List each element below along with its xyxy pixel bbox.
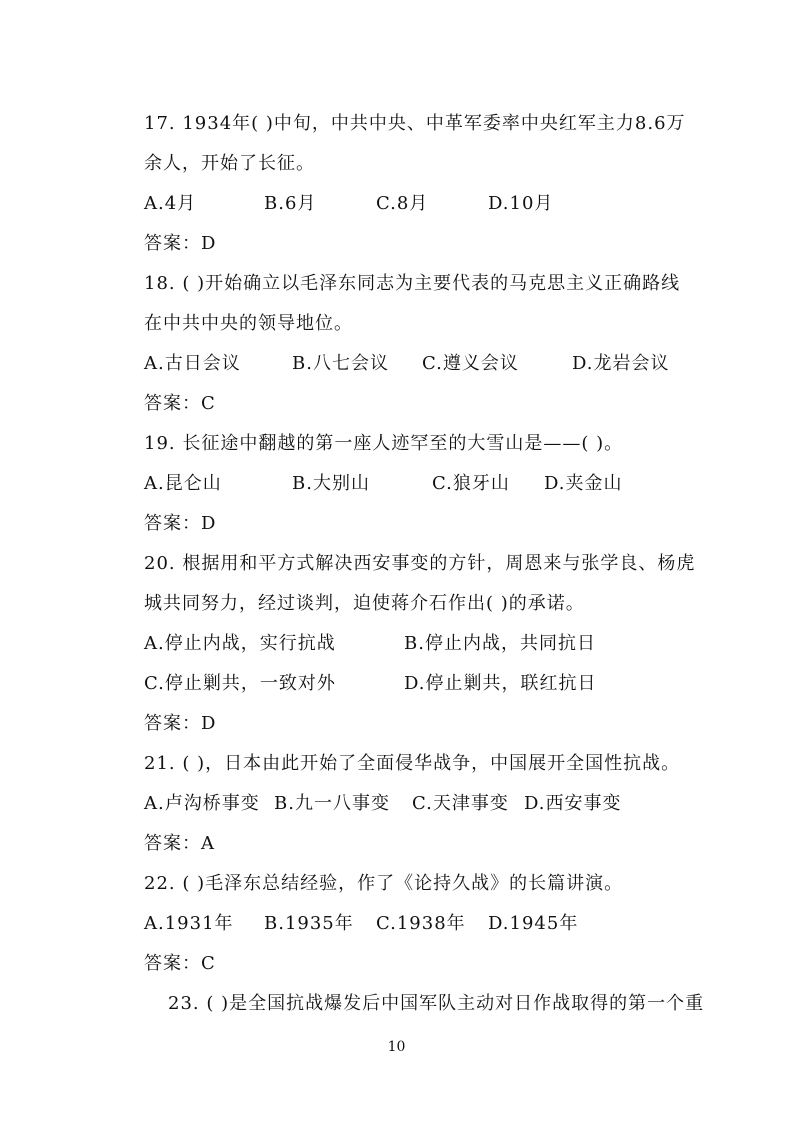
question-20-option-b: B.停止内战，共同抗日 bbox=[404, 633, 596, 654]
question-21-stem: 21. ( )，日本由此开始了全面侵华战争，中国展开全国性抗战。 bbox=[144, 753, 681, 774]
question-18-option-a: A.古日会议 bbox=[144, 353, 241, 374]
question-20-stem-line-1: 20. 根据用和平方式解决西安事变的方针，周恩来与张学良、杨虎 bbox=[144, 553, 696, 574]
question-22-answer: 答案：C bbox=[144, 953, 216, 974]
question-18-option-b: B.八七会议 bbox=[292, 353, 389, 374]
question-19-option-d: D.夹金山 bbox=[544, 473, 623, 494]
question-19-stem: 19. 长征途中翻越的第一座人迹罕至的大雪山是——( )。 bbox=[144, 433, 624, 454]
question-17-stem-line-2: 余人，开始了长征。 bbox=[144, 153, 315, 174]
question-19-option-a: A.昆仑山 bbox=[144, 473, 222, 494]
question-18-stem-line-2: 在中共中央的领导地位。 bbox=[144, 313, 353, 334]
question-21-option-c: C.天津事变 bbox=[412, 793, 509, 814]
question-22-stem: 22. ( )毛泽东总结经验，作了《论持久战》的长篇讲演。 bbox=[144, 873, 624, 894]
question-21-answer: 答案：A bbox=[144, 833, 215, 854]
question-20-option-a: A.停止内战，实行抗战 bbox=[144, 633, 336, 654]
question-17-option-b: B.6月 bbox=[264, 193, 317, 214]
question-18-option-c: C.遵义会议 bbox=[422, 353, 519, 374]
question-19-option-b: B.大别山 bbox=[292, 473, 370, 494]
question-21-option-d: D.西安事变 bbox=[524, 793, 622, 814]
question-21-option-a: A.卢沟桥事变 bbox=[144, 793, 260, 814]
question-17-option-a: A.4月 bbox=[144, 193, 197, 214]
question-17-option-d: D.10月 bbox=[488, 193, 554, 214]
question-20-option-d: D.停止剿共，联红抗日 bbox=[404, 673, 597, 694]
question-17-answer: 答案：D bbox=[144, 233, 217, 254]
question-23-stem: 23. ( )是全国抗战爆发后中国军队主动对日作战取得的第一个重 bbox=[168, 993, 705, 1014]
question-19-option-c: C.狼牙山 bbox=[432, 473, 510, 494]
question-18-answer: 答案：C bbox=[144, 393, 216, 414]
question-22-option-d: D.1945年 bbox=[488, 913, 579, 934]
page-number: 10 bbox=[387, 1039, 406, 1055]
question-20-answer: 答案：D bbox=[144, 713, 217, 734]
question-17-option-c: C.8月 bbox=[376, 193, 429, 214]
question-19-answer: 答案：D bbox=[144, 513, 217, 534]
question-22-option-a: A.1931年 bbox=[144, 913, 234, 934]
question-21-option-b: B.九一八事变 bbox=[274, 793, 390, 814]
question-18-stem-line-1: 18. ( )开始确立以毛泽东同志为主要代表的马克思主义正确路线 bbox=[144, 273, 681, 294]
question-20-stem-line-2: 城共同努力，经过谈判，迫使蒋介石作出( )的承诺。 bbox=[144, 593, 585, 614]
question-22-option-c: C.1938年 bbox=[376, 913, 466, 934]
question-22-option-b: B.1935年 bbox=[264, 913, 354, 934]
question-20-option-c: C.停止剿共，一致对外 bbox=[144, 673, 336, 694]
question-18-option-d: D.龙岩会议 bbox=[572, 353, 670, 374]
question-17-stem-line-1: 17. 1934年( )中旬，中共中央、中革军委率中央红军主力8.6万 bbox=[144, 113, 686, 134]
